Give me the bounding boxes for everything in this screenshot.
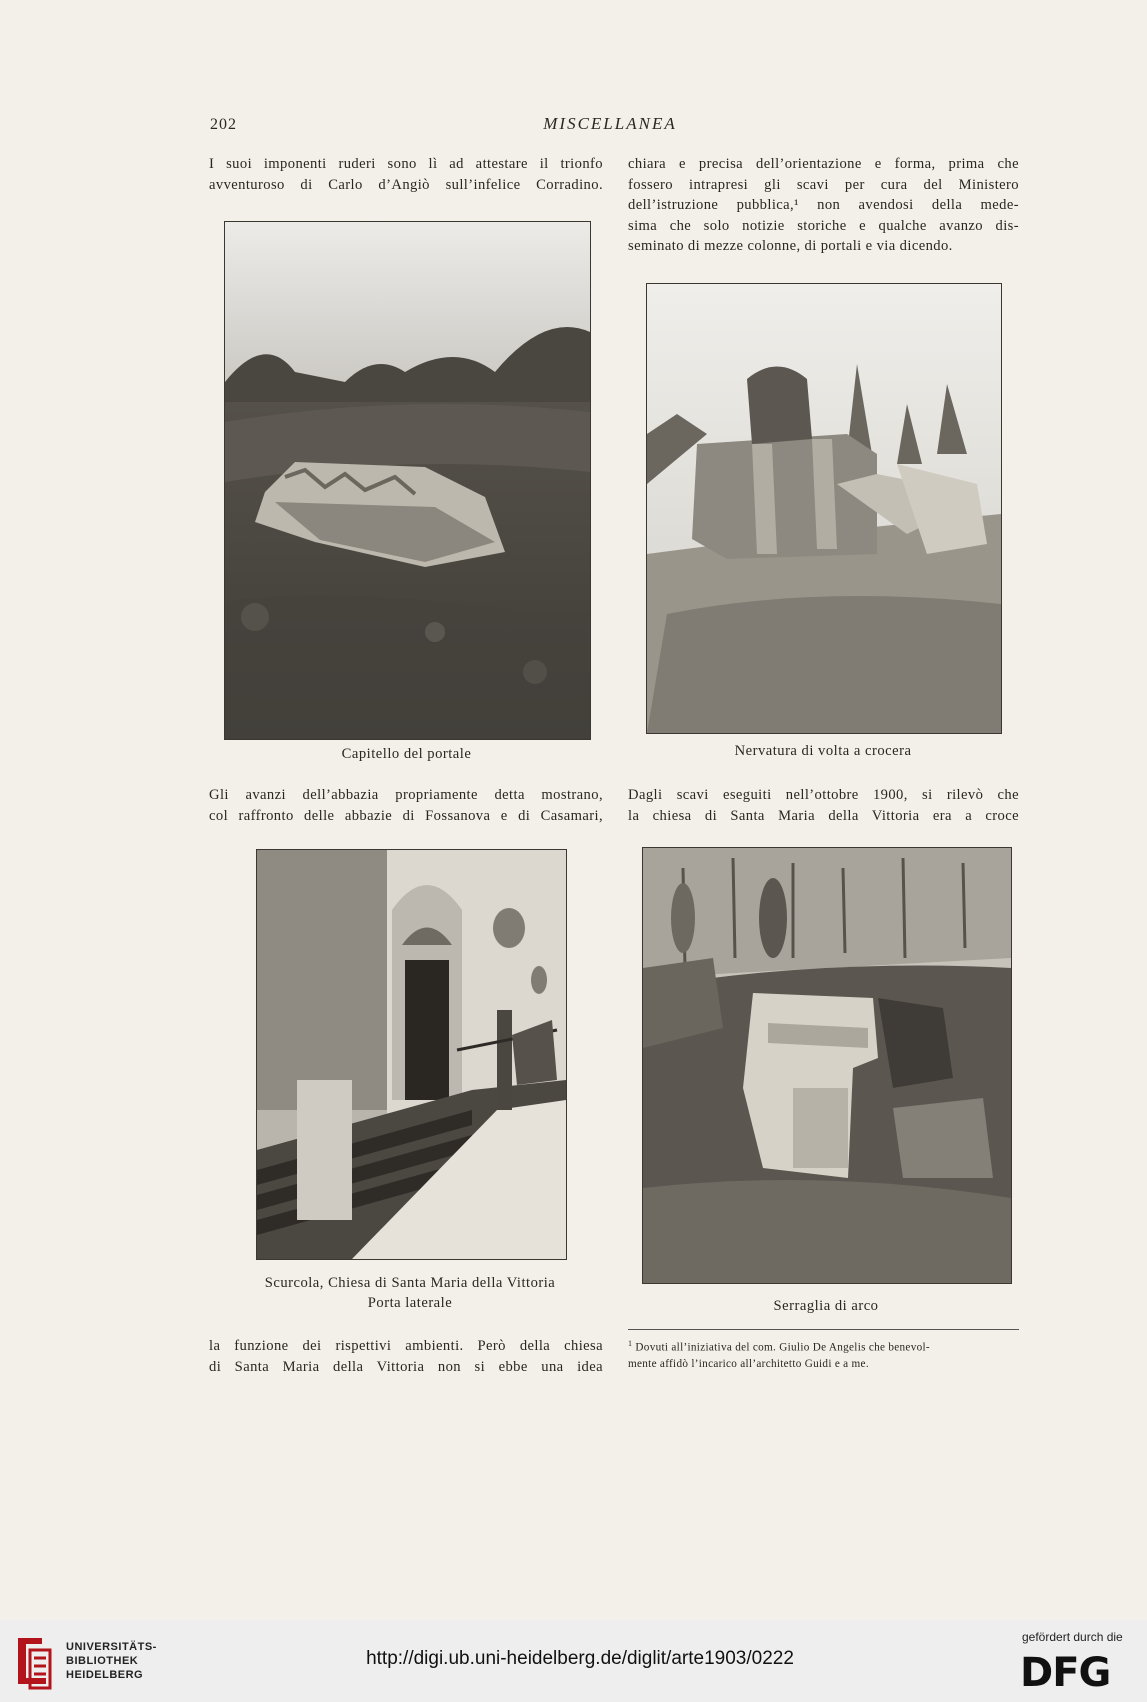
photo-nervatura [646, 283, 1002, 734]
footnote-line2: mente affidò l’incarico all’architetto Guidi e a me. [628, 1357, 869, 1370]
text-line: sima che solo notizie storiche e qualche avanzo dis- [628, 217, 1019, 234]
text-line: Gli avanzi dell’abbazia propriamente detta mostrano, [209, 787, 603, 803]
photo-capitello [224, 221, 591, 740]
text-line: fossero intrapresi gli scavi per cura del Ministero [628, 176, 1019, 193]
caption-chiesa [220, 1273, 600, 1313]
text-line: col raffronto delle abbazie di Fossanova e di Casamari, [209, 807, 603, 824]
caption-capitello: Capitello del portale [341, 746, 472, 762]
footnote-text1: Dovuti all’iniziativa del com. Giulio De Angelis che benevol- [635, 1341, 930, 1354]
text-line: Dagli scavi eseguiti nell’ottobre 1900, si rilevò che [628, 787, 1019, 803]
caption-chiesa-line1: Scurcola, Chiesa di Santa Maria della Vittoria [264, 1275, 556, 1291]
footnote-line1 [628, 1336, 1023, 1356]
paragraph-middle-right [628, 785, 1019, 826]
footnote-marker: 1 [628, 1339, 633, 1348]
library-name [66, 1640, 157, 1682]
dfg-logo: DFG [1020, 1650, 1111, 1696]
text-line: la chiesa di Santa Maria della Vittoria era a croce [628, 807, 1019, 824]
footnote [628, 1336, 1023, 1372]
caption-chiesa-line2: Porta laterale [367, 1295, 453, 1311]
text-line: dell’istruzione pubblica,¹ non avendosi della mede- [628, 197, 1019, 214]
footer-bar [0, 1620, 1147, 1702]
text-line: seminato di mezze colonne, di portali e via dicendo. [628, 238, 953, 255]
photo-serraglia [642, 847, 1012, 1284]
library-name-line1: UNIVERSITÄTS- [66, 1641, 157, 1653]
text-line: la funzione dei rispettivi ambienti. Però della chiesa [209, 1338, 603, 1354]
caption-nervatura: Nervatura di volta a crocera [734, 743, 912, 759]
running-title: MISCELLANEA [543, 114, 677, 133]
photo-chiesa [256, 849, 567, 1260]
page-number: 202 [210, 116, 237, 133]
paragraph-middle-left [209, 785, 603, 826]
text-line: avventuroso di Carlo d’Angiò sull’infelice Corradino. [209, 176, 603, 193]
paragraph-bottom-left [209, 1336, 603, 1377]
library-name-line3: HEIDELBERG [66, 1669, 144, 1681]
caption-serraglia: Serraglia di arco [773, 1298, 879, 1314]
text-line: I suoi imponenti ruderi sono lì ad attestare il trionfo [209, 156, 603, 172]
funder-text: gefördert durch die [1022, 1630, 1123, 1644]
library-name-line2: BIBLIOTHEK [66, 1655, 139, 1667]
permalink-url[interactable]: http://digi.ub.uni-heidelberg.de/diglit/arte1903/0222 [366, 1648, 794, 1669]
university-library-logo-icon [12, 1630, 54, 1692]
text-line: chiara e precisa dell’orientazione e forma, prima che [628, 156, 1019, 172]
paragraph-top-right [628, 154, 1019, 257]
text-line: di Santa Maria della Vittoria non si ebbe una idea [209, 1358, 603, 1375]
footnote-rule [628, 1329, 1019, 1330]
paragraph-top-left [209, 154, 603, 195]
